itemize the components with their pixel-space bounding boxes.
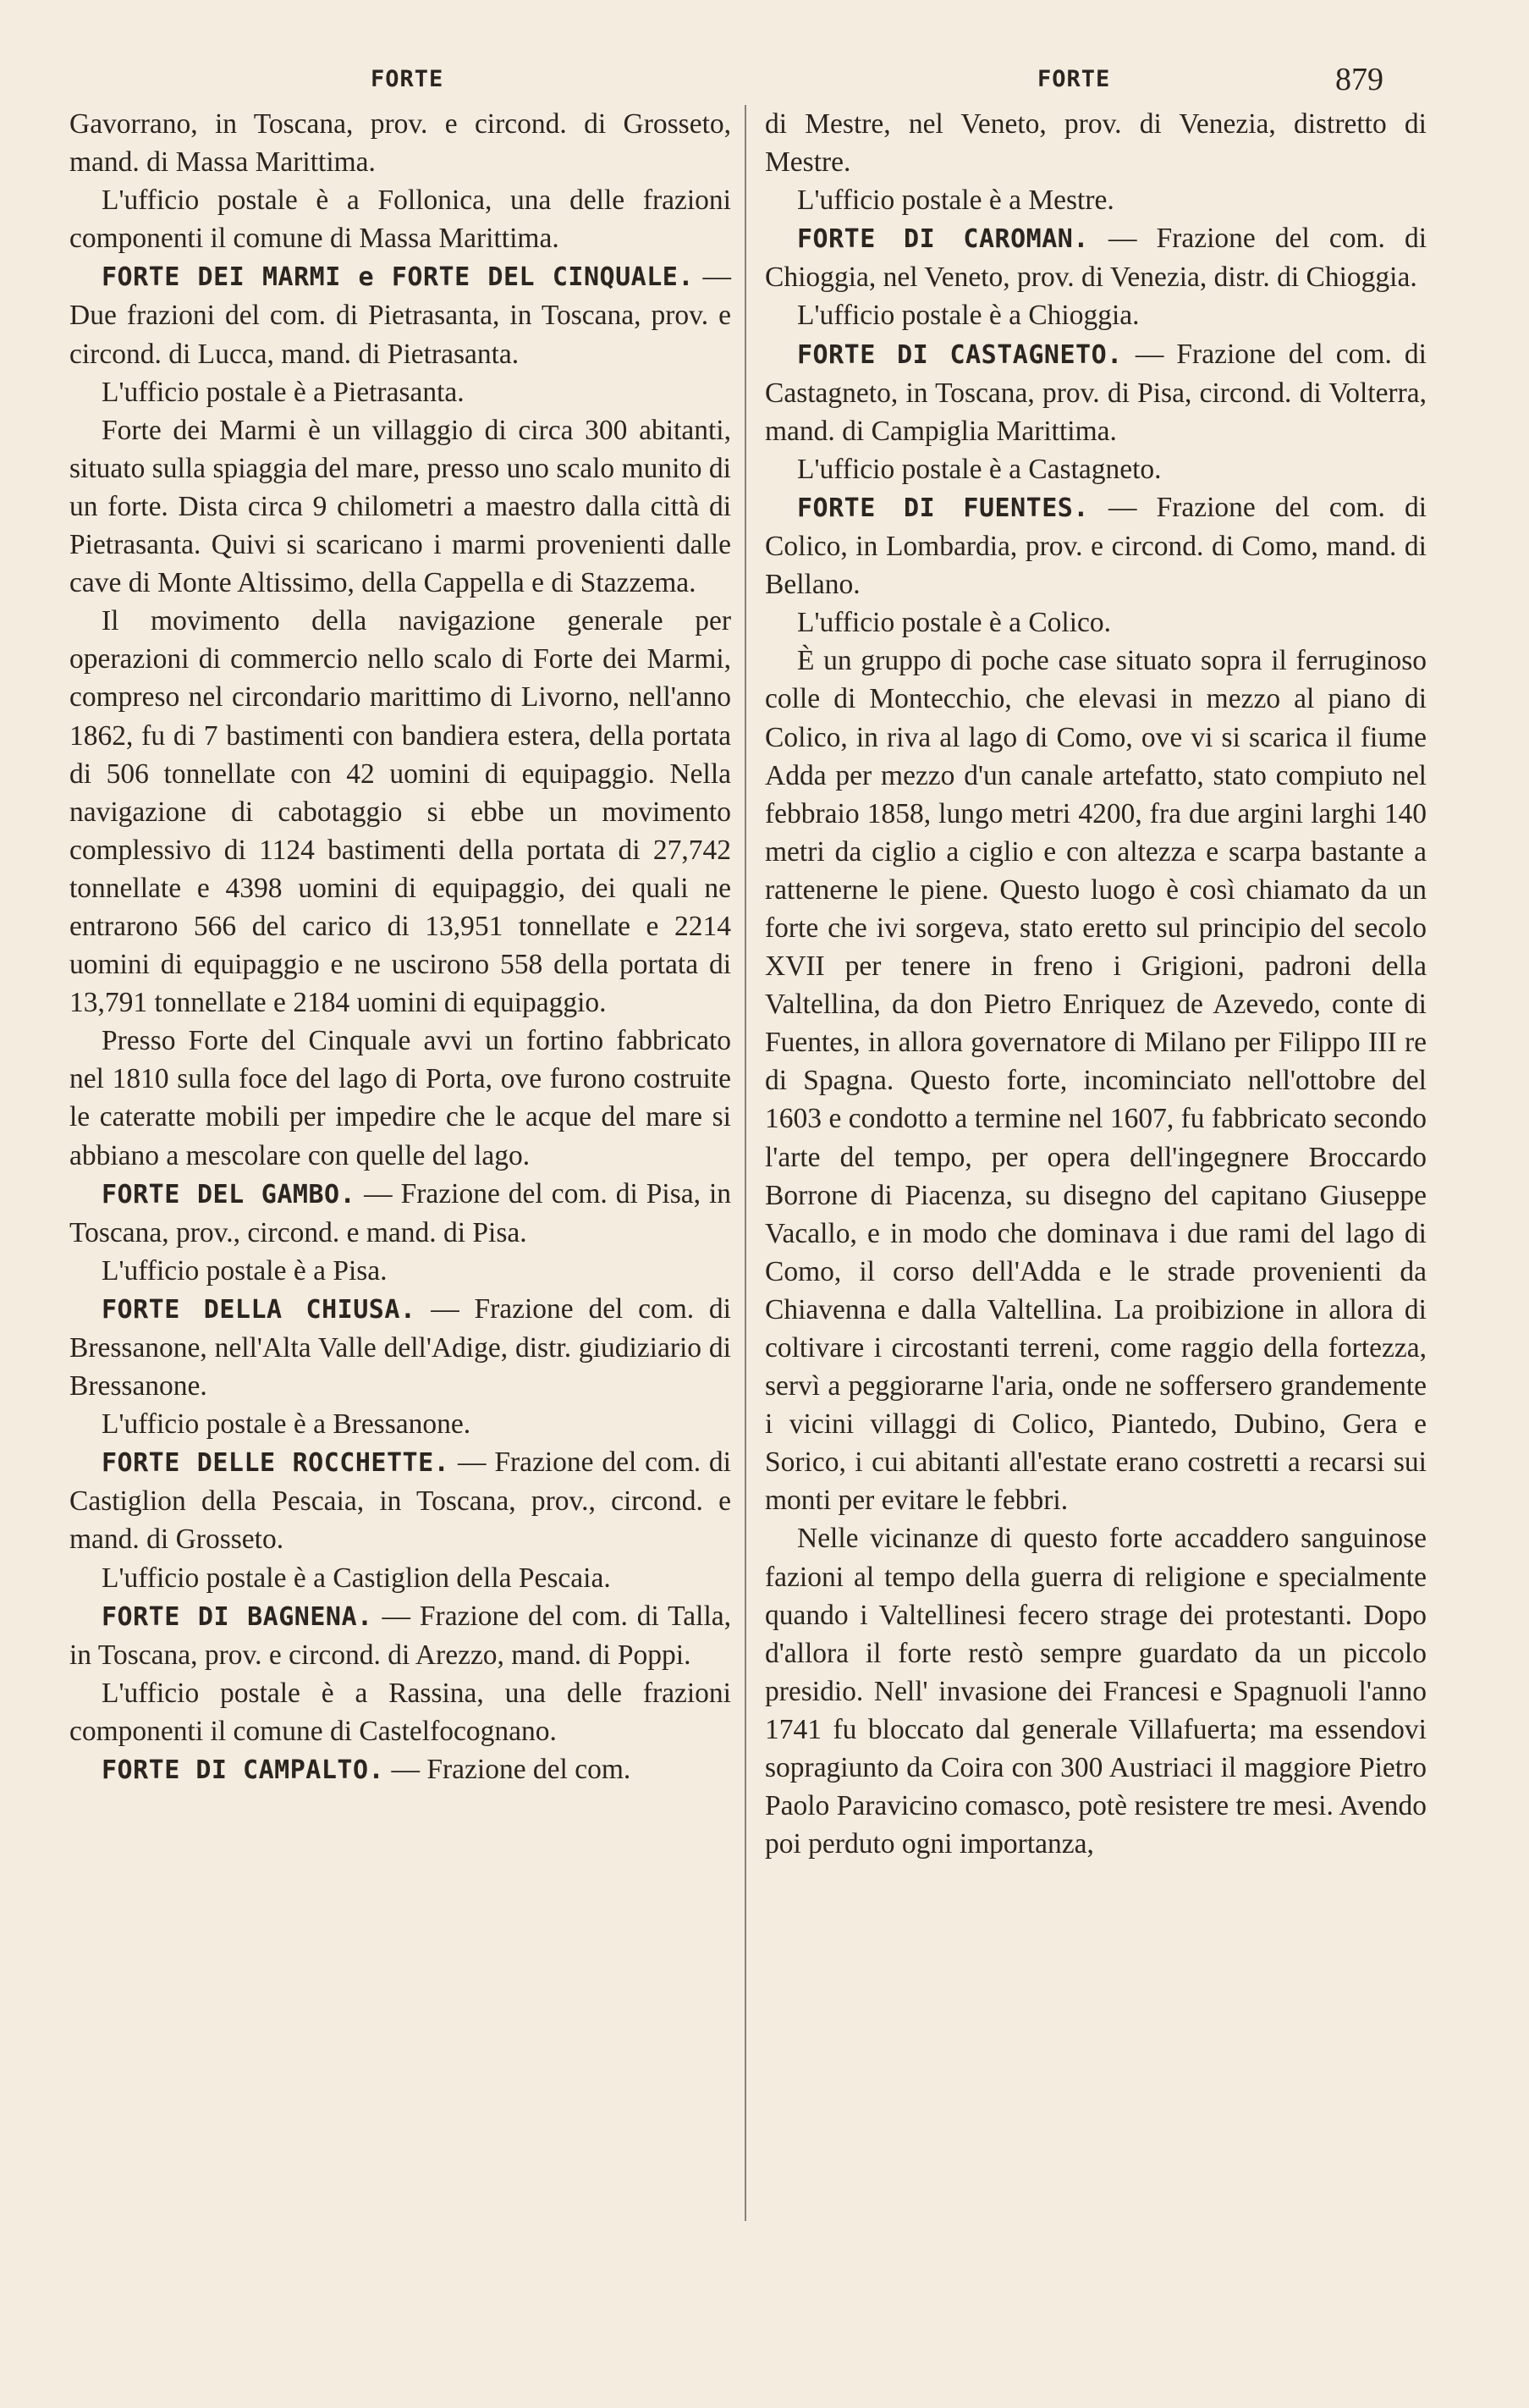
entry-text: — Frazione del com. di Talla, in Toscana, prov. e circond. di Arezzo, mand. di Poppi. (69, 1600, 732, 1671)
entry-text: — Frazione del com. di Castagneto, in Toscana, prov. di Pisa, circond. di Volterra, mand. di Campiglia Marittima. (765, 338, 1427, 447)
paragraph (69, 373, 731, 411)
entry-text: L'ufficio postale è a Mestre. (797, 185, 1114, 217)
paragraph (69, 1022, 731, 1174)
entry-headword: FORTE DEI MARMI e FORTE DEL CINQUALE. (102, 262, 694, 293)
paragraph (69, 602, 731, 1022)
paragraph (765, 642, 1427, 1519)
entry-text: — Frazione del com. di Chioggia, nel Veneto, prov. di Venezia, distr. di Chioggia. (765, 223, 1427, 294)
paragraph (69, 1405, 731, 1443)
entry-text: Forte dei Marmi è un villaggio di circa 300 abitanti, situato sulla spiaggia del mare, presso uno scalo munito di un forte. Dista circa 9 chilometri a maestro dalla città di Pietrasanta. Quivi si scaricano i marmi provenienti dalle cave di Monte Altissimo, della Cappella e di Stazzema. (69, 414, 731, 599)
left-column (69, 105, 731, 1789)
entry-headword: FORTE DI CAROMAN. (797, 224, 1089, 255)
dictionary-entry (765, 335, 1427, 450)
paragraph (765, 181, 1427, 219)
entry-headword: FORTE DI BAGNENA. (102, 1601, 373, 1632)
entry-text: L'ufficio postale è a Pisa. (102, 1254, 388, 1287)
entry-text: Gavorrano, in Toscana, prov. e circond. di Grosseto, mand. di Massa Marittima. (69, 108, 731, 179)
continued-paragraph (69, 105, 731, 181)
paragraph (69, 1559, 731, 1597)
paragraph (765, 1519, 1427, 1863)
entry-headword: FORTE DI FUENTES. (797, 493, 1089, 523)
paragraph (69, 181, 731, 257)
dictionary-entry (69, 257, 731, 372)
entry-text: L'ufficio postale è a Castiglion della Pescaia. (102, 1562, 611, 1594)
entry-text: L'ufficio postale è a Follonica, una delle frazioni componenti il comune di Massa Marittima. (69, 185, 731, 255)
entry-headword: FORTE DEL GAMBO. (102, 1179, 356, 1210)
dictionary-entry (69, 1750, 731, 1789)
entry-text: È un gruppo di poche case situato sopra il ferruginoso colle di Montecchio, che elevasi in mezzo al piano di Colico, in riva al lago di Como, ove vi si scarica il fiume Adda per mezzo d'un canale artefatto, stato compiuto nel febbraio 1858, lungo metri 4200, fra due argini larghi 140 metri da ciglio a ciglio e con altezza e scarpa bastante a rattenerne le piene. Questo luogo è così chiamato da un forte che ivi sorgeva, stato eretto sul principio del secolo XVII per tenere in freno i Grigioni, padroni della Valtellina, da don Pietro Enriquez de Azevedo, conte di Fuentes, in allora governatore di Milano per Filippo III re di Spagna. Questo forte, incominciato nell'ottobre del 1603 e condotto a termine nel 1607, fu fabbricato secondo l'arte del tempo, per opera dell'ingegnere Broccardo Borrone di Piacenza, su disegno del capitano Giuseppe Vacallo, e in modo che dominava i due rami del lago di Como, il corso dell'Adda e le strade provenienti da Chiavenna e dalla Valtellina. La proibizione in allora di coltivare i circostanti terreni, come raggio della fortezza, servì a peggiorarne l'aria, onde ne soffersero grandemente i vicini villaggi di Colico, Piantedo, Dubino, Gera e Sorico, i cui abitanti all'estate erano costretti a recarsi sui monti per evitare le febbri. (765, 645, 1427, 1517)
paragraph (765, 296, 1427, 334)
entry-text: L'ufficio postale è a Castagneto. (797, 453, 1162, 485)
dictionary-entry (69, 1443, 731, 1558)
entry-text: L'ufficio postale è a Colico. (797, 607, 1112, 639)
dictionary-entry (765, 488, 1427, 603)
entry-headword: FORTE DI CASTAGNETO. (797, 339, 1123, 370)
column-divider (745, 105, 746, 2221)
entry-text: Il movimento della navigazione generale per operazioni di commercio nello scalo di Forte dei Marmi, compreso nel circondario marittimo di Livorno, nell'anno 1862, fu di 7 bastimenti con bandiera estera, della portata di 506 tonnellate con 42 uomini di equipaggio. Nella navigazione di cabotaggio si ebbe un movimento complessivo di 1124 bastimenti della portata di 27,742 tonnellate e 4398 uomini di equipaggio, dei quali ne entrarono 566 del carico di 13,951 tonnellate e 2214 uomini di equipaggio e ne uscirono 558 della portata di 13,791 tonnellate e 2184 uomini di equipaggio. (69, 605, 731, 1019)
paragraph (69, 411, 731, 602)
entry-text: — Frazione del com. di Colico, in Lombardia, prov. e circond. di Como, mand. di Bellano. (765, 491, 1427, 601)
entry-text: L'ufficio postale è a Pietrasanta. (102, 376, 465, 408)
paragraph (69, 1674, 731, 1750)
entry-text: Presso Forte del Cinquale avvi un fortino fabbricato nel 1810 sulla foce del lago di Porta, ove furono costruite le cateratte mobili per impedire che le acque del mare si abbiano a mescolare con quelle del lago. (69, 1025, 731, 1171)
entry-text: Nelle vicinanze di questo forte accaddero sanguinose fazioni al tempo della guerra di religione e specialmente quando i Valtellinesi fecero strage dei protestanti. Dopo d'allora il forte restò sempre guardato da un piccolo presidio. Nell' invasione dei Francesi e Spagnuoli l'anno 1741 fu bloccato dal generale Villafuerta; ma essendovi sopragiunto da Coira con 300 Austriaci il maggiore Pietro Paolo Paravicino comasco, potè resistere tre mesi. Avendo poi perduto ogni importanza, (765, 1523, 1427, 1860)
entry-text: — Due frazioni del com. di Pietrasanta, in Toscana, prov. e circond. di Lucca, mand. di Pietrasanta. (69, 261, 732, 370)
continued-paragraph (765, 105, 1427, 181)
entry-text: di Mestre, nel Veneto, prov. di Venezia, distretto di Mestre. (765, 108, 1427, 179)
entry-text: L'ufficio postale è a Bressanone. (102, 1408, 471, 1441)
page-number: 879 (1335, 62, 1383, 97)
entry-text: — Frazione del com. di Castiglion della Pescaia, in Toscana, prov., circond. e mand. di Grosseto. (69, 1446, 731, 1556)
right-column (765, 105, 1427, 1863)
entry-headword: FORTE DELLA CHIUSA. (102, 1294, 416, 1325)
paragraph (765, 450, 1427, 488)
entry-text: — Frazione del com. di Bressanone, nell'Alta Valle dell'Adige, distr. giudiziario di Bressanone. (69, 1292, 731, 1402)
paragraph (69, 1252, 731, 1290)
paragraph (765, 603, 1427, 642)
entry-text: — Frazione del com. (384, 1754, 631, 1786)
entry-text: L'ufficio postale è a Rassina, una delle frazioni componenti il comune di Castelfocognano. (69, 1677, 731, 1747)
dictionary-entry (765, 219, 1427, 296)
entry-headword: FORTE DI CAMPALTO. (102, 1755, 385, 1786)
running-head-left: FORTE (371, 66, 444, 92)
entry-headword: FORTE DELLE ROCCHETTE. (102, 1448, 450, 1479)
entry-text: L'ufficio postale è a Chioggia. (797, 300, 1140, 332)
dictionary-entry (69, 1290, 731, 1405)
running-head-right: FORTE (1037, 66, 1111, 92)
dictionary-entry (69, 1597, 731, 1674)
entry-text: — Frazione del com. di Pisa, in Toscana, prov., circond. e mand. di Pisa. (69, 1177, 732, 1248)
dictionary-entry (69, 1175, 731, 1252)
